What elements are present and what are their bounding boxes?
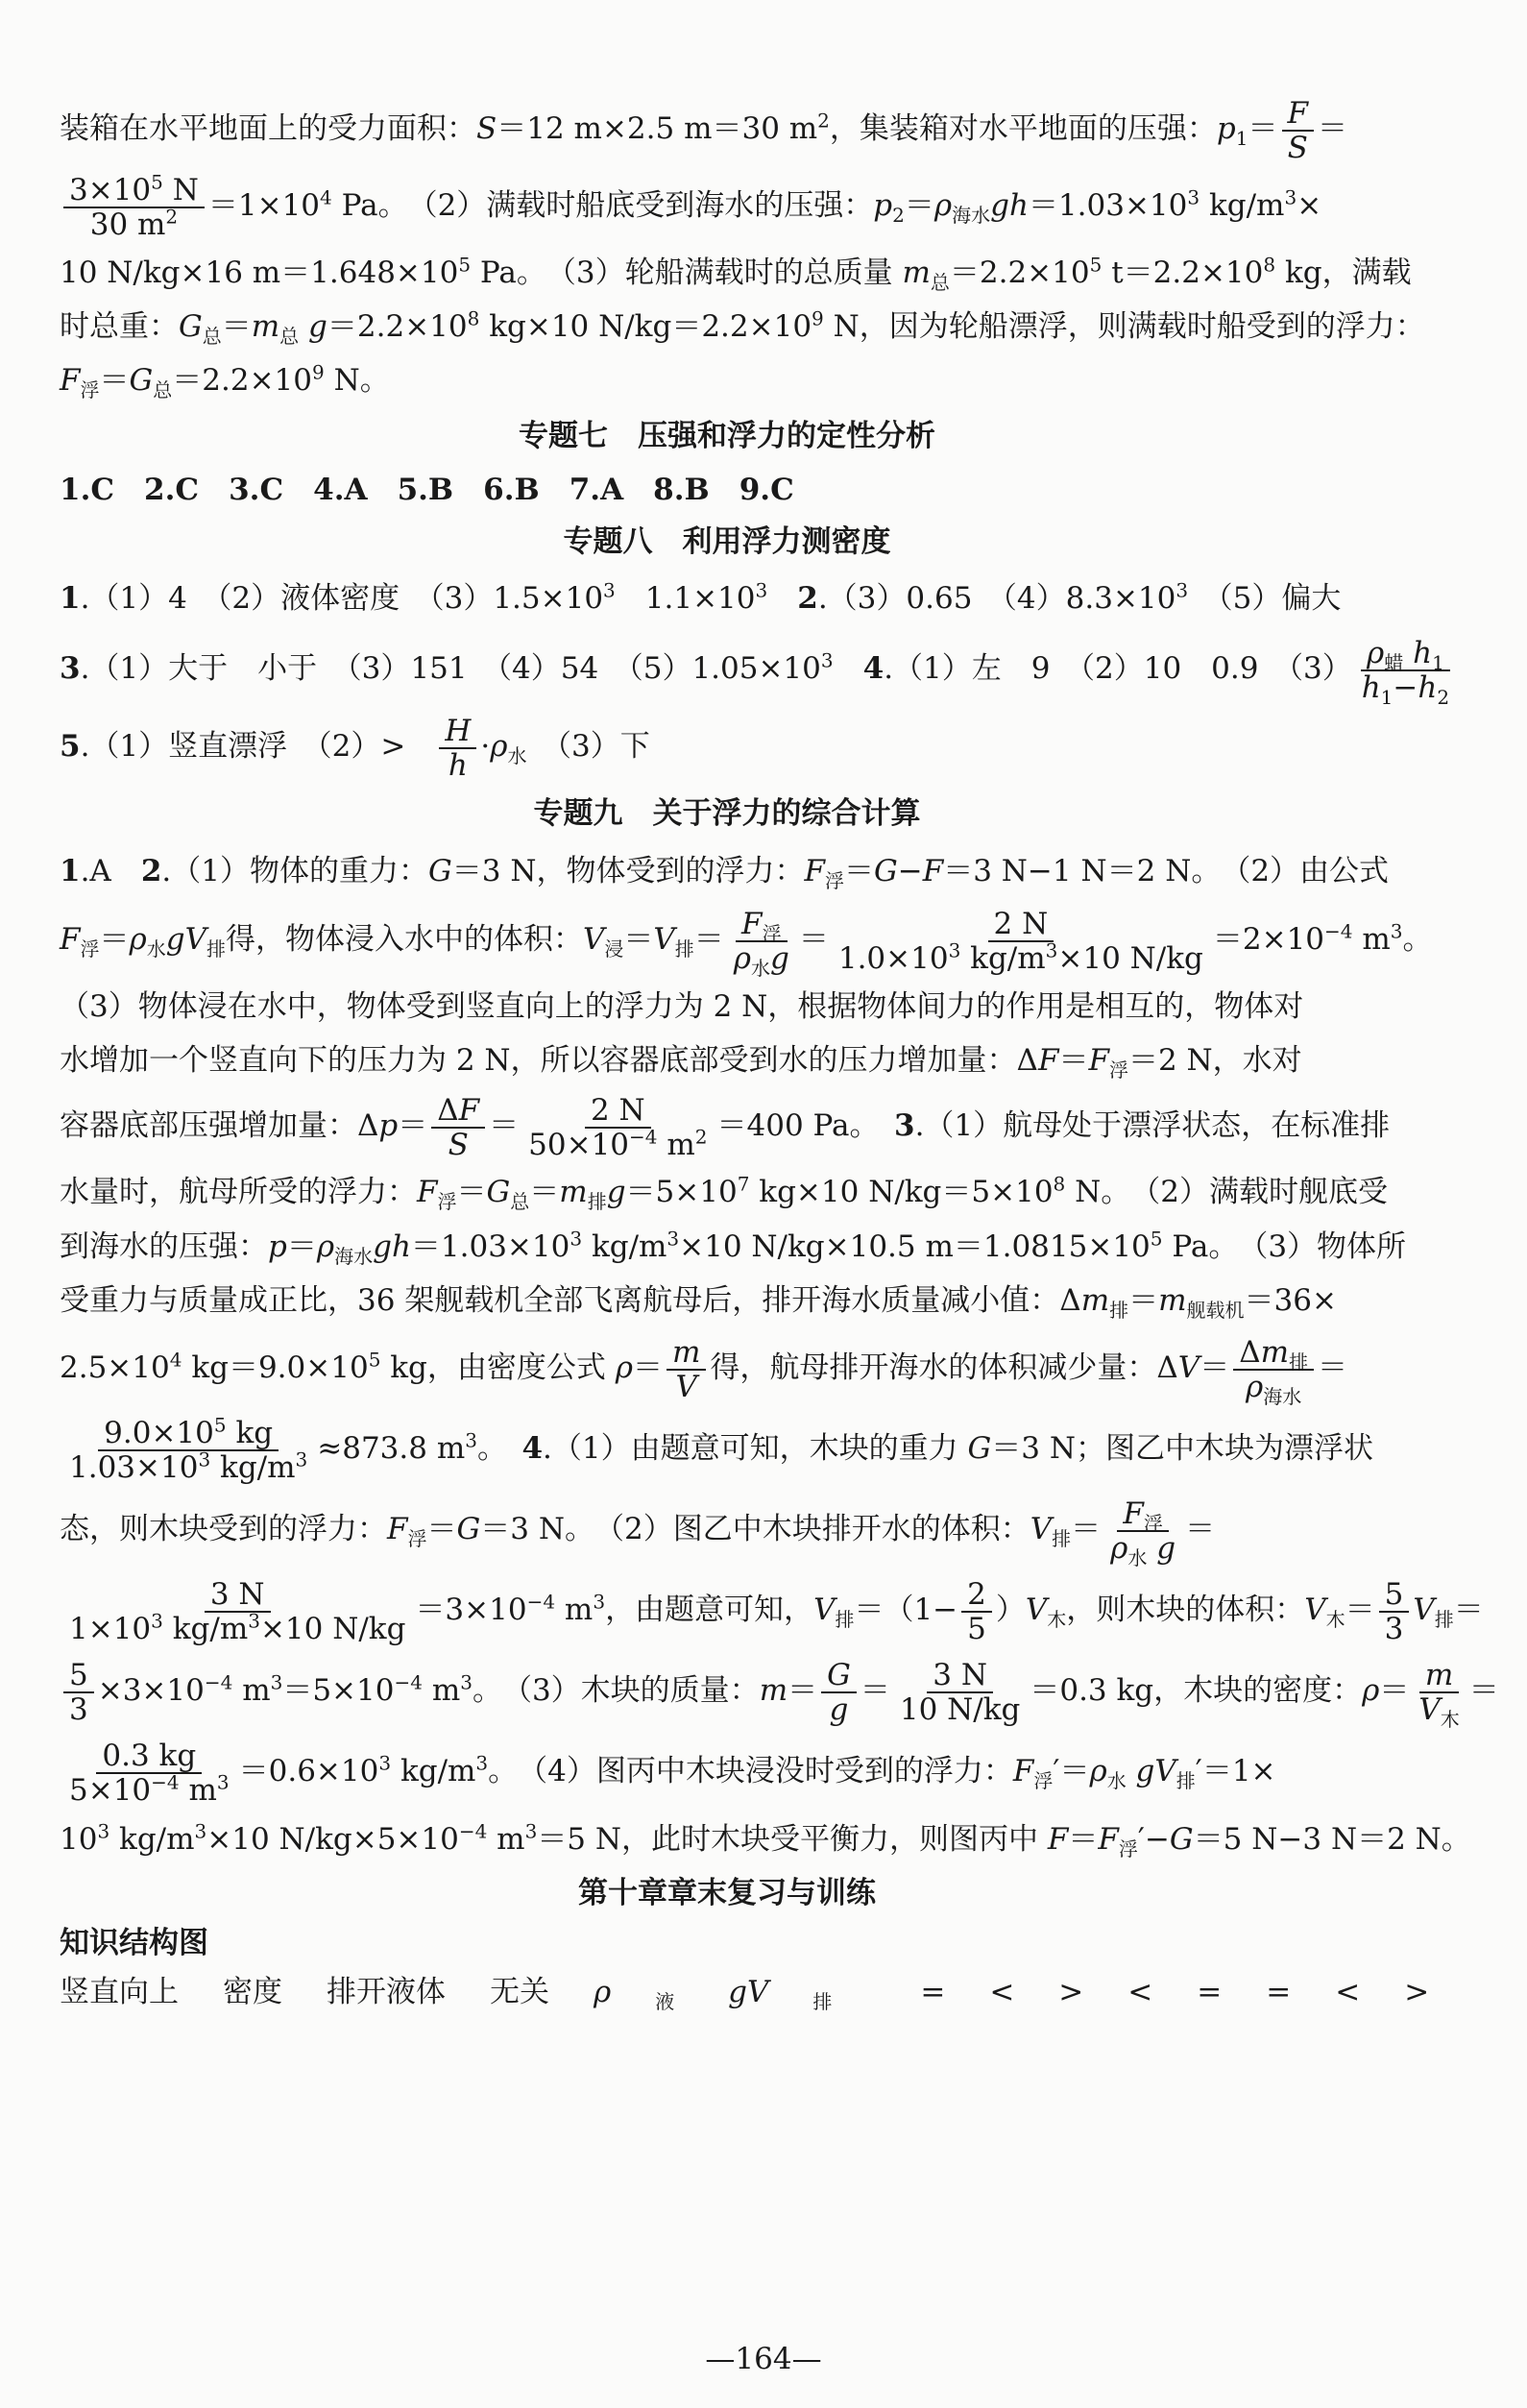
topic-8-heading: 专题八 利用浮力测密度 [563,524,891,559]
text-line: $10^3$ $kg/m^3\times 10$ $N/kg\times 5\times 10^{-4}$ $m^3=5$ N，此时木块受平衡力，则图丙中 $F=F_浮'-G=5$ N−3 N＝2 N。 [60,1819,1471,1861]
answer-item: 8.B [653,473,710,507]
knowledge-structure-label: 知识结构图 [60,1926,208,1960]
answer-item: 5.B [397,473,454,507]
text-line: 水增加一个竖直向下的压力为 2 N，所以容器底部受到水的压力增加量：$\Delta F=F_浮=2$ N，水对 [60,1043,1302,1082]
text-line: 水量时，航母所受的浮力：$F_浮=G_总=m_排g=5\times 10^7$ kg×10 $N/kg=5\times 10^8$ N。 （2）满载时舰底受 [60,1172,1388,1214]
knowledge-item: < [989,1975,1015,2009]
knowledge-item: < [1127,1975,1153,2009]
text-line: $F_浮=G_总=2.2\times 10^9$ N。 [60,360,390,402]
text-line: $2.5\times 10^4$ $kg=9.0\times 10^5$ kg，由密度公式 ρ＝ $\frac{m}{V}$ 得，航母排开海水的体积减少量：ΔV＝ $\Delta m_排$ $\rho_{海水}$ ＝ [60,1334,1347,1408]
text-line: 装箱在水平地面上的受力面积：S＝12 m×2.5 m＝30 $m^2$，集装箱对水平地面的压强：$p_1=$ $\frac{F}{S}$ ＝ [60,95,1348,165]
knowledge-item: 密度 [223,1975,282,2009]
page-number: —164— [705,2342,822,2376]
answer-item: 7.A [569,473,624,507]
text-line: $\frac{3\times 10^5 N}{30 m^2}$ $=1\times 10^4$ Pa。 （2）满载时船底受到海水的压强：$p_2=\rho_{海水}gh=1.03\times 10^3$ $kg/m^3\times$ [60,165,1394,246]
topic-7-heading: 专题七 压强和浮力的定性分析 [519,419,935,453]
text-line: 1.（1）4 （2）液体密度 $(3)1.5\times 10^3$ $1.1\times 10^3$ 2.（3）0.65 $(4)8.3\times 10^3$ （5）偏大 [60,578,1342,616]
text-line: 5.（1）竖直漂浮 （2）> $\frac{H}{h}$ $\cdot\rho_水$ （3）下 [60,713,650,783]
text-line: $\frac{9.0\times 10^5 kg}{1.03\times 10^3 kg/m^3}$ ≈873.8 $m^3$。 4.（1）由题意可知，木块的重力 G＝3 N；图乙中木块为漂浮状 [69,1413,1373,1485]
knowledge-structure-answers [60,1967,1430,2017]
text-line: $\frac{0.3 kg}{5\times 10^{-4} m^3}$ $=0.6\times 10^3$ $kg/m^3$。 （4）图丙中木块浸没时受到的浮力：$F_浮'=\rho_水$ $gV_排'=1\times$ [69,1738,1276,1808]
text-line: 时总重：$G_总=m_总$ $g=2.2\times 10^8$ kg×10 $N/kg=2.2\times 10^9$ N，因为轮船漂浮，则满载时船受到的浮力： [60,306,1425,349]
answer-item: 3.C [229,473,284,507]
answer-item: 6.B [483,473,540,507]
knowledge-item: = [920,1975,946,2009]
text-line: $\frac{3 N}{1\times 10^3 kg/m^3\times 10 N/kg}$ $=3\times 10^{-4}$ $m^3$，由题意可知，$V_排=(1-$ $\frac{2}{5}$ ）$V_木$，则木块的体积：$V_木=$ $\frac{5}{3}$ $V_排=$ [69,1576,1484,1646]
knowledge-item: > [1058,1975,1084,2009]
chapter-10-heading: 第十章章末复习与训练 [578,1876,876,1910]
answer-item: 1.C [60,473,115,507]
answer-item: 9.C [739,473,794,507]
knowledge-item: > [1404,1975,1430,2009]
topic-9-heading: 专题九 关于浮力的综合计算 [533,796,921,831]
knowledge-item: 竖直向上 [60,1975,179,2009]
text-line: $\frac{5}{3}$ $\times 3\times 10^{-4}$ $m^3=5\times 10^{-4}$ $m^3$。 （3）木块的质量：m＝ $\frac{G}{g}$ ＝ $\frac{3 N}{10 N/kg}$ ＝0.3 kg，木块的密度：ρ＝ m $V_木$ ＝ [60,1650,1394,1731]
answer-item: 2.C [144,473,200,507]
text-line: 态，则木块受到的浮力：$F_浮=G=3$ N。 （2）图乙中木块排开水的体积：$V_排=$ $F_浮$ $\rho_水$ g ＝ [60,1496,1216,1569]
text-line: 1.A 2.（1）物体的重力：G＝3 N，物体受到的浮力：$F_浮=G-F=3$ N−1 N＝2 N。 （2）由公式 [60,854,1390,893]
answer-page [60,92,1499,2017]
knowledge-item: 无关 [490,1975,549,2009]
topic-7-answers [60,465,1394,515]
text-line: $F_浮=\rho_水gV_排$得，物体浸入水中的体积：$V_浸=V_排=$ $F_浮$ $\rho_水g$ ＝ $\frac{2 N}{1.0\times 10^3 kg/m^3\times 10 N/kg}$ $=2\times 10^{-4}$ $m^3$。 [60,906,1433,980]
text-line: 10 N/kg×16 $m=1.648\times 10^5$ Pa。 （3）轮船满载时的总质量 $m_总=2.2\times 10^5$ $t=2.2\times 10^8$ kg，满载 [60,253,1412,295]
formula-item: ρ $_液$ gV $_排$ [594,1975,833,2014]
knowledge-item: = [1197,1975,1223,2009]
knowledge-item: = [1266,1975,1292,2009]
text-line: （3）物体浸在水中，物体受到竖直向上的浮力为 2 N，根据物体间力的作用是相互的，物体对 [60,989,1304,1024]
text-line: 3.（1）大于 小于 （3）151 （4）54 $(5)1.05\times 10^3$ 4.（1）左 9 （2）10 0.9 （3） $\rho_蜡$ $h_1$ $h_1-h_2$ [60,635,1450,709]
text-line: 容器底部压强增加量：Δp＝ $\frac{\Delta F}{S}$ ＝ $\frac{2 N}{50\times 10^{-4} m^2}$ ＝400 Pa。 3.（1）航母处于漂浮状态，在标准排 [60,1092,1391,1162]
knowledge-item: 排开液体 [327,1975,446,2009]
text-line: 受重力与质量成正比，36 架舰载机全部飞离航母后，排开海水质量减小值：$\Delta m_排=m_{舰载机}=36\times$ [60,1283,1337,1323]
text-line: 到海水的压强：$p=\rho_{海水}gh=1.03\times 10^3$ $kg/m^3\times 10$ N/kg×10.5 $m=1.0815\times 10^5$ Pa。 （3）物体所 [60,1227,1407,1269]
knowledge-item: < [1335,1975,1361,2009]
answer-item: 4.A [313,473,368,507]
